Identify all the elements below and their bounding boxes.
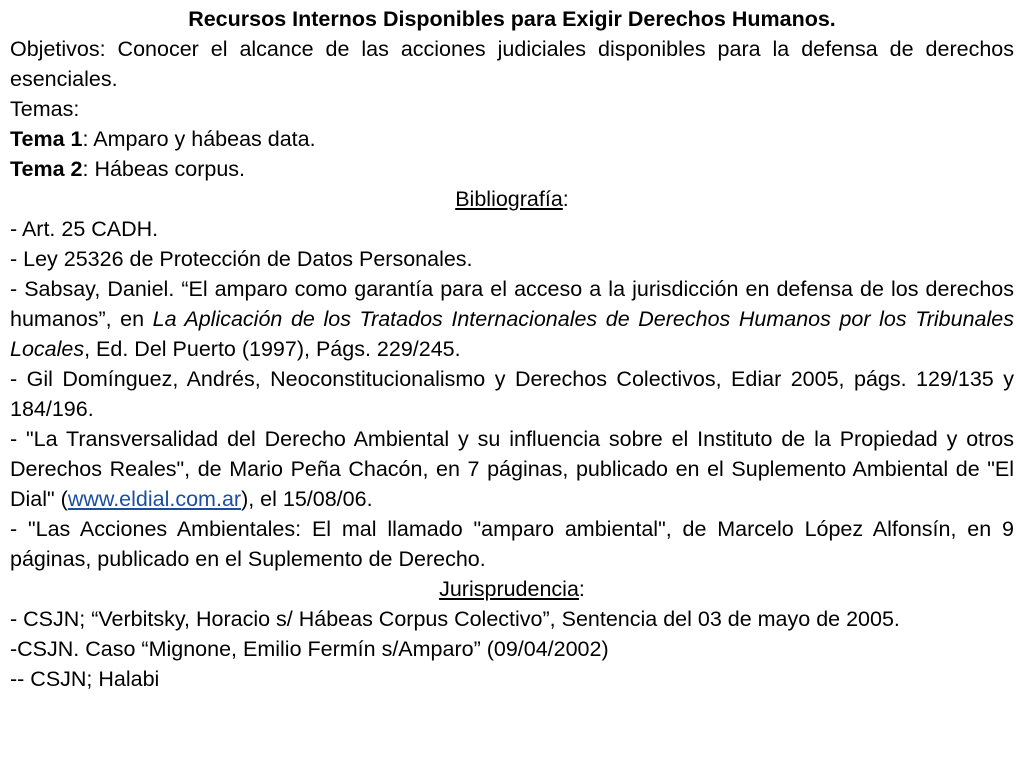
bibliography-item-text: - "La Transversalidad del Derecho Ambiental y su influencia sobre el Instituto de la Propiedad y otros Derechos Reales", de Mario Peña Chacón, en 7 páginas, publicado en el Suplemento Ambiental de "El Dial" ( (10, 427, 1014, 511)
jurisprudence-heading (10, 574, 1014, 604)
bibliography-heading-label: Bibliografía (455, 187, 563, 211)
bibliography-item: - Gil Domínguez, Andrés, Neoconstitucionalismo y Derechos Colectivos, Ediar 2005, págs. 129/135 y 184/196. (10, 367, 1014, 421)
topics-label: Temas: (10, 97, 80, 121)
jurisprudence-heading-colon: : (578, 577, 585, 601)
bibliography-item: - Art. 25 CADH. (10, 217, 159, 241)
bibliography-item-text: , Ed. Del Puerto (1997), Págs. 229/245. (84, 337, 461, 361)
objectives-text: Objetivos: Conocer el alcance de las acciones judiciales disponibles para la defensa de derechos esenciales. (10, 37, 1014, 91)
topic-item (10, 154, 1014, 184)
page-title: Recursos Internos Disponibles para Exigir Derechos Humanos. (188, 7, 836, 31)
jurisprudence-item: -CSJN. Caso “Mignone, Emilio Fermín s/Amparo” (09/04/2002) (10, 637, 609, 661)
jurisprudence-item: -- CSJN; Halabi (10, 667, 160, 691)
bibliography-heading-colon: : (562, 187, 569, 211)
topic-text: : Amparo y hábeas data. (82, 127, 316, 151)
bibliography-item: - Ley 25326 de Protección de Datos Personales. (10, 247, 473, 271)
bibliography-item-text: ), el 15/08/06. (241, 487, 373, 511)
bibliography-item-book-title: La Aplicación de los Tratados Internacionales de Derechos Humanos por los Tribunales Locales (10, 307, 1014, 361)
jurisprudence-heading-label: Jurisprudencia (439, 577, 579, 601)
topic-text: : Hábeas corpus. (82, 157, 246, 181)
bibliography-item (10, 424, 1014, 514)
bibliography-item-text: - Sabsay, Daniel. “El amparo como garantía para el acceso a la jurisdicción en defensa de los derechos humanos”, en (10, 277, 1014, 331)
topic-label: Tema 2 (10, 157, 83, 181)
eldial-link[interactable]: www.eldial.com.ar (67, 487, 242, 511)
bibliography-item: - "Las Acciones Ambientales: El mal llamado "amparo ambiental", de Marcelo López Alfonsín, en 9 páginas, publicado en el Suplemento de Derecho. (10, 517, 1014, 571)
bibliography-item (10, 274, 1014, 364)
bibliography-heading (10, 184, 1014, 214)
topic-label: Tema 1 (10, 127, 83, 151)
topic-item (10, 124, 1014, 154)
jurisprudence-item: - CSJN; “Verbitsky, Horacio s/ Hábeas Corpus Colectivo”, Sentencia del 03 de mayo de 2005. (10, 607, 900, 631)
